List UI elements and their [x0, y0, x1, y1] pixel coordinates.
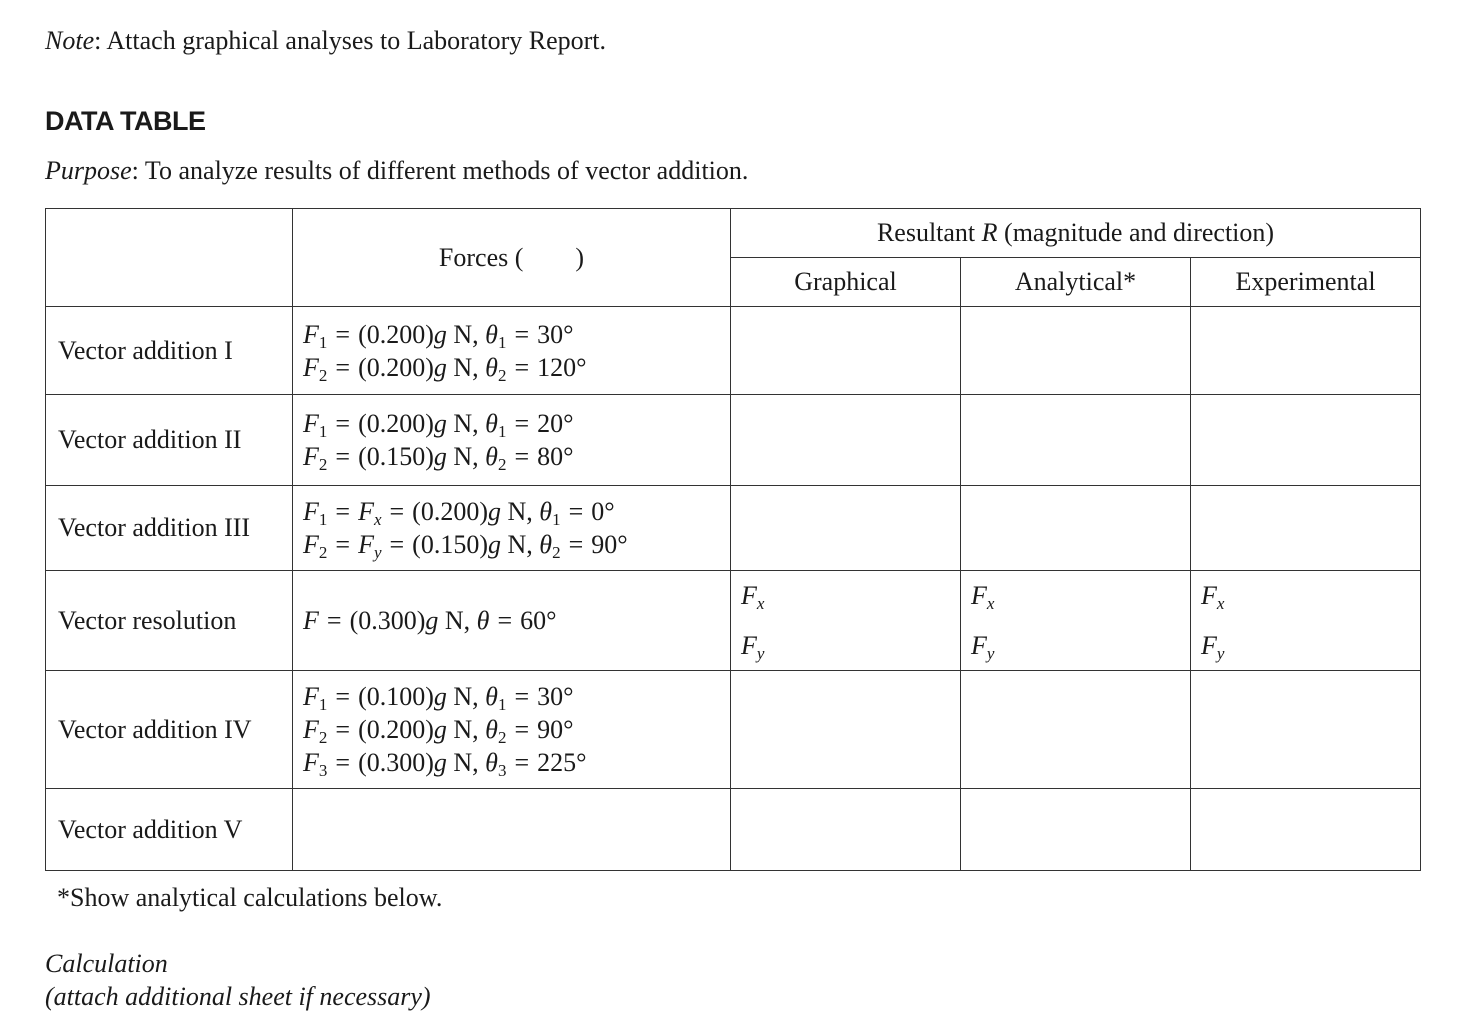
angle-value: 0°: [591, 497, 615, 526]
equals-sign: =: [335, 409, 351, 438]
equals-sign: =: [514, 748, 530, 777]
force-equation: [303, 407, 730, 440]
angle-symbol: θ: [476, 606, 490, 635]
angle-value: 225°: [537, 748, 587, 777]
equals-sign: =: [335, 530, 351, 559]
angle-subscript: 1: [497, 695, 507, 714]
equals-sign: =: [335, 682, 351, 711]
force-equation: [303, 495, 730, 528]
angle-subscript: 2: [497, 455, 507, 474]
gravity-symbol: g: [488, 530, 501, 559]
force-magnitude: (0.150): [412, 530, 488, 559]
force-unit: N,: [446, 682, 486, 711]
fy-symbol: F: [1201, 631, 1217, 660]
component-symbol: F: [358, 530, 374, 559]
equals-sign: =: [514, 442, 530, 471]
equals-sign: =: [514, 715, 530, 744]
equals-sign: =: [389, 530, 405, 559]
analytical-cell[interactable]: [961, 307, 1191, 395]
angle-subscript: 1: [497, 332, 507, 352]
gravity-symbol: g: [433, 409, 447, 438]
equals-sign: =: [335, 319, 351, 349]
equals-sign: =: [335, 715, 351, 744]
force-subscript: 2: [318, 728, 328, 747]
component-subscript: y: [373, 543, 382, 562]
equals-sign: =: [568, 497, 584, 526]
force-magnitude: (0.300): [358, 748, 434, 777]
angle-value: 90°: [537, 715, 574, 744]
experimental-cell[interactable]: [1191, 486, 1421, 571]
gravity-symbol: g: [433, 748, 447, 777]
force-unit: N,: [501, 497, 540, 526]
force-subscript: 1: [318, 422, 328, 441]
analytical-header: Analytical*: [961, 258, 1191, 307]
header-row-1: [46, 209, 1421, 258]
angle-symbol: θ: [539, 497, 553, 526]
row-label: Vector addition V: [46, 789, 293, 871]
force-symbol: F: [303, 442, 319, 471]
resultant-header: [731, 209, 1421, 258]
forces-cell: [293, 395, 731, 486]
forces-cell: [293, 307, 731, 395]
graphical-cell[interactable]: [731, 307, 961, 395]
force-symbol: F: [303, 497, 319, 526]
force-magnitude: (0.200): [358, 319, 434, 349]
equals-sign: =: [335, 352, 351, 382]
forces-cell: [293, 486, 731, 571]
table-row: [46, 307, 1421, 395]
force-symbol: F: [303, 409, 319, 438]
table-row: [46, 395, 1421, 486]
graphical-header: Graphical: [731, 258, 961, 307]
force-magnitude: (0.200): [358, 409, 434, 438]
fx-subscript: x: [986, 594, 995, 613]
force-subscript: 2: [318, 455, 328, 474]
equals-sign: =: [568, 530, 584, 559]
note-line: [45, 24, 606, 58]
force-unit: N,: [446, 715, 486, 744]
force-symbol: F: [303, 352, 319, 382]
angle-value: 20°: [537, 409, 574, 438]
table-row: [46, 486, 1421, 571]
fx-subscript: x: [756, 594, 765, 613]
row-label: Vector resolution: [46, 571, 293, 671]
equals-sign: =: [389, 497, 405, 526]
table-row: [46, 571, 1421, 671]
force-magnitude: (0.200): [358, 715, 434, 744]
purpose-label: Purpose: [45, 156, 132, 185]
footnote: *Show analytical calculations below.: [57, 883, 443, 912]
fx-label: [741, 581, 960, 611]
force-magnitude: (0.100): [358, 682, 434, 711]
force-unit: N,: [446, 409, 486, 438]
gravity-symbol: g: [425, 606, 439, 635]
angle-subscript: 2: [552, 543, 561, 562]
resultant-header-pre: Resultant: [876, 218, 982, 247]
data-table-heading: DATA TABLE: [45, 106, 206, 136]
row-label: Vector addition IV: [46, 671, 293, 789]
angle-subscript: 1: [497, 422, 507, 441]
force-symbol: F: [303, 682, 319, 711]
angle-symbol: θ: [485, 352, 498, 382]
analytical-cell[interactable]: [961, 571, 1191, 671]
calculation-title: Calculation: [45, 949, 168, 978]
force-symbol: F: [303, 715, 319, 744]
angle-subscript: 3: [497, 761, 507, 780]
fy-subscript: y: [1216, 644, 1225, 663]
header-corner-cell: [46, 209, 293, 307]
fy-subscript: y: [756, 644, 765, 663]
analytical-cell[interactable]: [961, 395, 1191, 486]
fy-subscript: y: [986, 644, 995, 663]
fx-symbol: F: [741, 581, 757, 610]
equals-sign: =: [514, 409, 530, 438]
force-subscript: 1: [318, 510, 328, 529]
fy-label: [971, 631, 1190, 661]
angle-subscript: 1: [552, 510, 561, 529]
force-unit: N,: [501, 530, 540, 559]
forces-cell: [293, 671, 731, 789]
forces-header-text: Forces ( ): [438, 242, 585, 272]
force-symbol: F: [303, 530, 319, 559]
analytical-cell[interactable]: [961, 789, 1191, 871]
table-row: [46, 789, 1421, 871]
equals-sign: =: [335, 442, 351, 471]
equals-sign: =: [335, 497, 351, 526]
component-symbol: F: [358, 497, 374, 526]
fx-subscript: x: [1216, 594, 1225, 613]
angle-symbol: θ: [485, 748, 498, 777]
force-symbol: F: [303, 748, 319, 777]
force-equation: [303, 318, 730, 351]
force-equation: [303, 680, 730, 713]
force-equation: [303, 604, 730, 637]
data-table: [45, 208, 1421, 871]
force-magnitude: (0.300): [349, 606, 426, 635]
equals-sign: =: [497, 606, 513, 635]
angle-symbol: θ: [485, 319, 498, 349]
angle-symbol: θ: [485, 715, 498, 744]
angle-value: 30°: [537, 319, 574, 349]
fy-label: [1201, 631, 1420, 661]
force-subscript: 2: [318, 543, 328, 562]
angle-symbol: θ: [485, 409, 498, 438]
angle-subscript: 2: [497, 728, 507, 747]
experimental-header: Experimental: [1191, 258, 1421, 307]
experimental-cell[interactable]: [1191, 307, 1421, 395]
gravity-symbol: g: [433, 715, 447, 744]
force-magnitude: (0.200): [358, 352, 434, 382]
fy-label: [741, 631, 960, 661]
force-unit: N,: [446, 748, 486, 777]
force-magnitude: (0.150): [358, 442, 434, 471]
force-subscript: 2: [318, 365, 328, 385]
forces-cell: [293, 789, 731, 871]
gravity-symbol: g: [433, 442, 447, 471]
gravity-symbol: g: [488, 497, 501, 526]
forces-header: [293, 209, 731, 307]
graphical-cell[interactable]: [731, 486, 961, 571]
fx-label: [1201, 581, 1420, 611]
angle-symbol: θ: [485, 682, 498, 711]
force-equation: [303, 746, 730, 779]
force-equation: [303, 440, 730, 473]
graphical-cell[interactable]: [731, 571, 961, 671]
fx-symbol: F: [971, 581, 987, 610]
force-unit: N,: [446, 352, 486, 382]
force-unit: N,: [446, 319, 486, 349]
note-label: Note: [45, 26, 95, 55]
force-symbol: F: [303, 606, 319, 635]
graphical-cell[interactable]: [731, 789, 961, 871]
resultant-symbol: R: [981, 218, 998, 247]
force-equation: [303, 528, 730, 561]
angle-value: 60°: [520, 606, 557, 635]
calculation-subtitle: (attach additional sheet if necessary): [45, 982, 431, 1011]
angle-symbol: θ: [485, 442, 498, 471]
fy-symbol: F: [971, 631, 987, 660]
row-label: Vector addition II: [46, 395, 293, 486]
fx-symbol: F: [1201, 581, 1217, 610]
row-label: Vector addition III: [46, 486, 293, 571]
purpose-line: [45, 154, 748, 188]
table-row: [46, 671, 1421, 789]
note-text: : Attach graphical analyses to Laboratory Report.: [94, 26, 606, 55]
force-unit: N,: [438, 606, 477, 635]
row-label: Vector addition I: [46, 307, 293, 395]
experimental-cell[interactable]: [1191, 571, 1421, 671]
calculation-section: [45, 947, 431, 1013]
force-subscript: 3: [318, 761, 328, 780]
fy-symbol: F: [741, 631, 757, 660]
angle-value: 80°: [537, 442, 574, 471]
experimental-cell[interactable]: [1191, 671, 1421, 789]
gravity-symbol: g: [433, 682, 447, 711]
force-symbol: F: [303, 319, 319, 349]
graphical-cell[interactable]: [731, 671, 961, 789]
gravity-symbol: g: [433, 352, 447, 382]
experimental-cell[interactable]: [1191, 395, 1421, 486]
angle-value: 120°: [537, 352, 587, 382]
analytical-cell[interactable]: [961, 486, 1191, 571]
equals-sign: =: [326, 606, 342, 635]
force-unit: N,: [446, 442, 486, 471]
graphical-cell[interactable]: [731, 395, 961, 486]
force-subscript: 1: [318, 332, 328, 352]
angle-value: 30°: [537, 682, 574, 711]
force-equation: [303, 351, 730, 384]
force-subscript: 1: [318, 695, 328, 714]
angle-subscript: 2: [497, 365, 507, 385]
forces-cell: [293, 571, 731, 671]
fx-label: [971, 581, 1190, 611]
experimental-cell[interactable]: [1191, 789, 1421, 871]
angle-value: 90°: [591, 530, 628, 559]
equals-sign: =: [514, 319, 530, 349]
gravity-symbol: g: [433, 319, 447, 349]
purpose-text: : To analyze results of different methods of vector addition.: [131, 156, 749, 185]
equals-sign: =: [335, 748, 351, 777]
force-magnitude: (0.200): [412, 497, 488, 526]
angle-symbol: θ: [539, 530, 553, 559]
force-equation: [303, 713, 730, 746]
equals-sign: =: [514, 682, 530, 711]
equals-sign: =: [514, 352, 530, 382]
analytical-cell[interactable]: [961, 671, 1191, 789]
component-subscript: x: [373, 510, 382, 529]
resultant-header-post: (magnitude and direction): [997, 218, 1275, 247]
